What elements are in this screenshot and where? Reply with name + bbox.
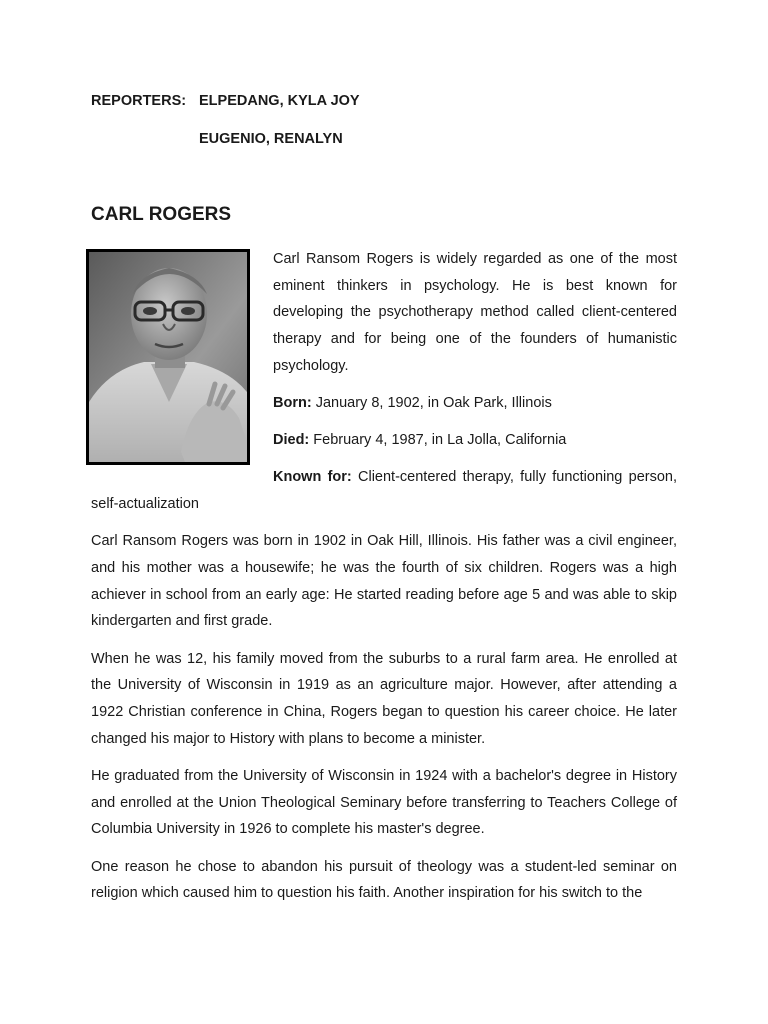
born-value: January 8, 1902, in Oak Park, Illinois xyxy=(315,395,552,412)
known-label: Known for: xyxy=(273,469,352,486)
reporter-2: EUGENIO, RENALYN xyxy=(199,131,343,147)
died-value: February 4, 1987, in La Jolla, California xyxy=(313,432,567,449)
reporters-label: REPORTERS: xyxy=(91,93,187,109)
article-body xyxy=(91,246,677,917)
page-title: CARL ROGERS xyxy=(91,204,232,225)
known-value: Client-centered therapy, fully functioning person, self-actualization xyxy=(91,469,677,513)
body-paragraph-4: One reason he chose to abandon his pursuit of theology was a student-led seminar on religion which caused him to question his faith. Another inspiration for his switch to the xyxy=(91,858,677,902)
body-paragraph-3: He graduated from the University of Wisconsin in 1924 with a bachelor's degree in History and enrolled at the Union Theological Seminary before transferring to Teachers College of Columbia University in 1926 to complete his master's degree. xyxy=(91,767,677,838)
body-paragraph-2: When he was 12, his family moved from the suburbs to a rural farm area. He enrolled at the University of Wisconsin in 1919 as an agriculture major. However, after attending a 1922 Christian conference in China, Rogers began to question his career choice. He later changed his major to History with plans to become a minister. xyxy=(91,650,677,747)
born-label: Born: xyxy=(273,395,312,412)
intro-paragraph: Carl Ransom Rogers is widely regarded as one of the most eminent thinkers in psychology. He is best known for developing the psychotherapy method called client-centered therapy and for being one of the founders of humanistic psychology. xyxy=(273,251,677,374)
reporters-line xyxy=(91,93,360,109)
body-paragraph-1: Carl Ransom Rogers was born in 1902 in Oak Hill, Illinois. His father was a civil engineer, and his mother was a housewife; he was the fourth of six children. Rogers was a high achiever in school from an early age: He started reading before age 5 and was able to skip kindergarten and first grade. xyxy=(91,533,677,630)
photo-spacer xyxy=(91,246,273,486)
died-label: Died: xyxy=(273,432,310,449)
reporter-1: ELPEDANG, KYLA JOY xyxy=(199,93,360,109)
